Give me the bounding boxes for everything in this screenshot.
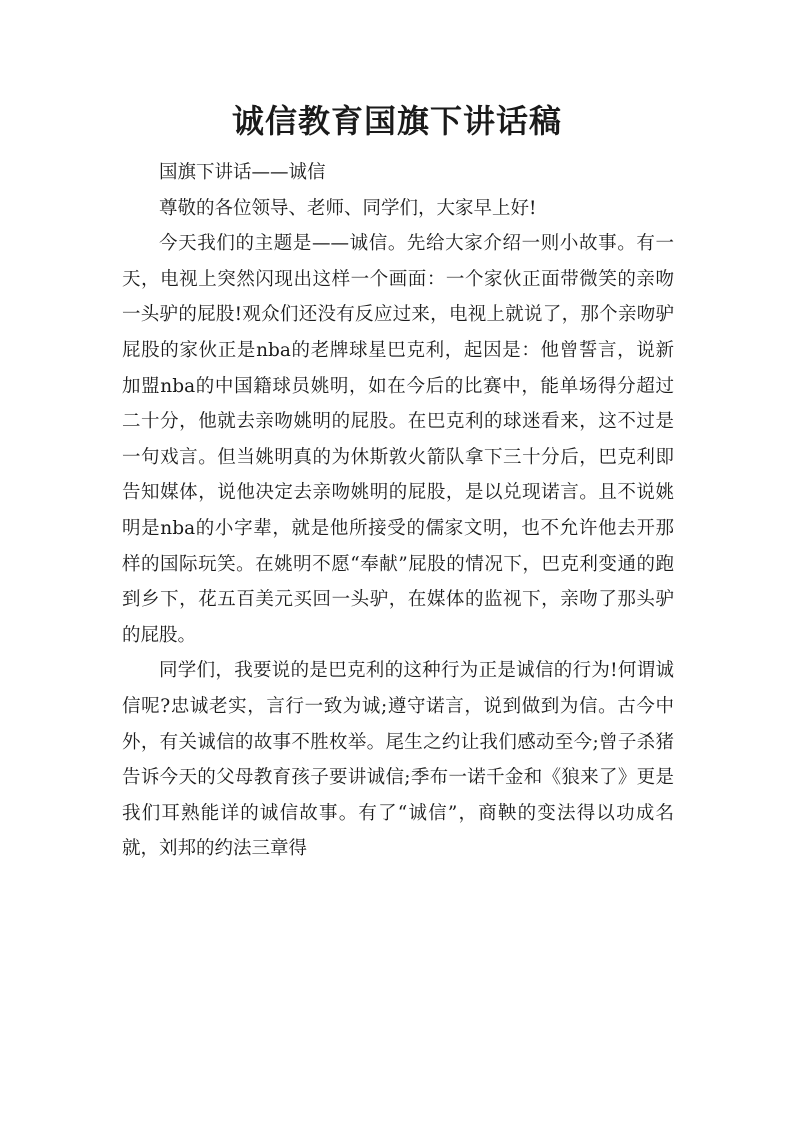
document-title: 诚信教育国旗下讲话稿 — [231, 102, 562, 140]
paragraph-integrity: 同学们，我要说的是巴克利的这种行为正是诚信的行为!何谓诚信呢?忠诚老实，言行一致为诚;遵守诺言，说到做到为信。古今中外，有关诚信的故事不胜枚举。尾生之约让我们感动至今;曾子杀猪告诉今天的父母教育孩子要讲诚信;季布一诺千金和《狼来了》更是我们耳熟能详的诚信故事。有了“诚信”，商鞅的变法得以功成名就，刘邦的约法三章得 — [122, 660, 674, 860]
paragraph-story: 今天我们的主题是——诚信。先给大家介绍一则小故事。有一天，电视上突然闪现出这样一个画面：一个家伙正面带微笑的亲吻一头驴的屁股!观众们还没有反应过来，电视上就说了，那个亲吻驴屁股的家伙正是nba的老牌球星巴克利，起因是：他曾誓言，说新加盟nba的中国籍球员姚明，如在今后的比赛中，能单场得分超过二十分，他就去亲吻姚明的屁股。在巴克利的球迷看来，这不过是一句戏言。但当姚明真的为休斯敦火箭队拿下三十分后，巴克利即告知媒体，说他决定去亲吻姚明的屁股，是以兑现诺言。且不说姚明是nba的小字辈，就是他所接受的儒家文明，也不允许他去开那样的国际玩笑。在姚明不愿“奉献”屁股的情况下，巴克利变通的跑到乡下，花五百美元买回一头驴，在媒体的监视下，亲吻了那头驴的屁股。 — [122, 233, 674, 646]
paragraph-greeting: 尊敬的各位领导、老师、同学们，大家早上好! — [159, 197, 537, 219]
document-body — [122, 155, 674, 867]
paragraph-subtitle: 国旗下讲话——诚信 — [159, 162, 326, 183]
